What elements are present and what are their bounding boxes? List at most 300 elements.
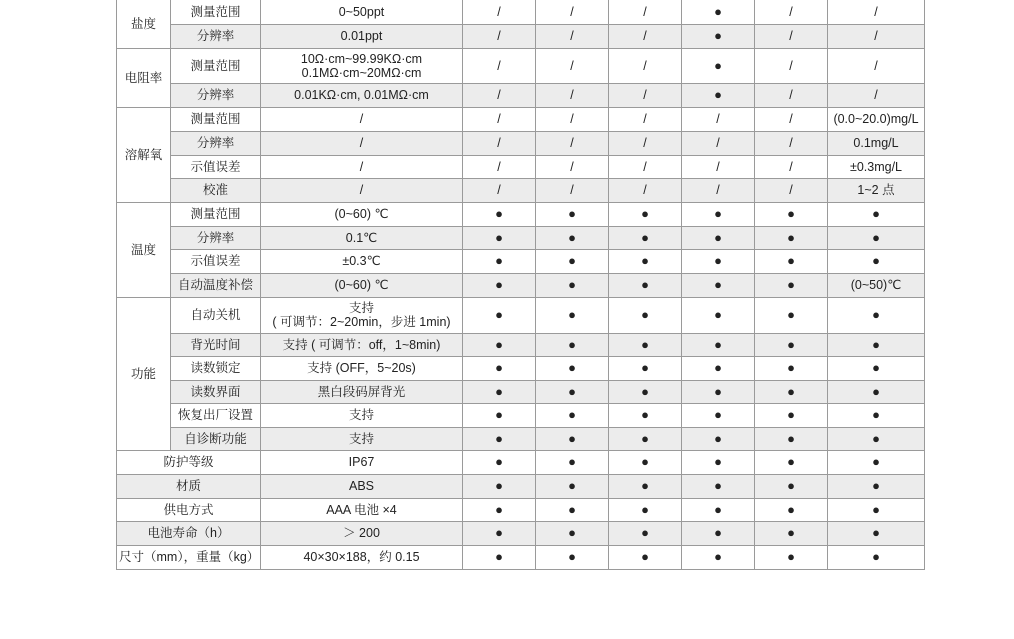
spec-value: (0~60) ℃: [334, 207, 389, 221]
model-4-cell: [682, 380, 755, 403]
model-1-cell: [463, 403, 536, 427]
parameter-label: 防护等级: [163, 455, 214, 469]
category-cell: [117, 107, 171, 202]
parameter-label: 自诊断功能: [184, 431, 247, 446]
spec-value-cell: [261, 521, 463, 545]
model-value: /: [570, 159, 574, 174]
spec-value: 0.01KΩ·cm, 0.01MΩ·cm: [294, 88, 429, 102]
model-5-cell: [755, 83, 828, 107]
supported-dot: ●: [872, 307, 880, 322]
model-value: /: [570, 58, 574, 73]
spec-value-cell: [261, 356, 463, 380]
spec-value-cell: [261, 380, 463, 403]
model-3-cell: [609, 155, 682, 178]
model-1-cell: [463, 48, 536, 83]
table-row: [117, 107, 925, 131]
supported-dot: ●: [641, 229, 649, 245]
spec-value: AAA 电池 ×4: [326, 502, 397, 517]
table-row: [117, 273, 925, 297]
supported-dot: ●: [568, 549, 576, 564]
model-1-cell: [463, 450, 536, 474]
supported-dot: ●: [872, 454, 880, 469]
model-2-cell: [536, 297, 609, 333]
supported-dot: ●: [714, 407, 722, 422]
model-2-cell: [536, 48, 609, 83]
model-6-cell: [828, 48, 925, 83]
model-value: /: [789, 159, 793, 174]
supported-dot: ●: [787, 501, 795, 517]
supported-dot: ●: [787, 206, 795, 221]
supported-dot: ●: [714, 253, 722, 268]
table-row: [117, 202, 925, 226]
model-4-cell: [682, 427, 755, 450]
model-6-cell: [828, 498, 925, 521]
model-2-cell: [536, 380, 609, 403]
model-5-cell: [755, 545, 828, 569]
spec-value-cell: [261, 131, 463, 155]
model-3-cell: [609, 427, 682, 450]
model-5-cell: [755, 202, 828, 226]
model-5-cell: [755, 24, 828, 48]
model-4-cell: [682, 333, 755, 356]
supported-dot: ●: [714, 525, 722, 540]
supported-dot: ●: [641, 407, 649, 422]
model-3-cell: [609, 356, 682, 380]
model-value: /: [643, 112, 647, 126]
parameter-label: 尺寸（mm），重量（kg）: [119, 550, 260, 564]
model-5-cell: [755, 131, 828, 155]
model-value: /: [570, 136, 574, 150]
model-value: 1~2 点: [857, 183, 895, 197]
table-row: [117, 155, 925, 178]
model-2-cell: [536, 83, 609, 107]
model-4-cell: [682, 0, 755, 24]
model-value: /: [497, 183, 501, 197]
model-1-cell: [463, 249, 536, 273]
model-6-cell: [828, 403, 925, 427]
spec-value-cell: [261, 450, 463, 474]
model-3-cell: [609, 273, 682, 297]
supported-dot: ●: [714, 87, 722, 102]
supported-dot: ●: [872, 478, 880, 493]
table-row: [117, 297, 925, 333]
supported-dot: ●: [495, 383, 503, 399]
model-value: /: [789, 4, 793, 19]
supported-dot: ●: [787, 407, 795, 422]
parameter-cell: [171, 333, 261, 356]
model-3-cell: [609, 83, 682, 107]
model-3-cell: [609, 249, 682, 273]
supported-dot: ●: [872, 360, 880, 375]
model-5-cell: [755, 427, 828, 450]
table-row: [117, 427, 925, 450]
model-value: (0~50)℃: [850, 278, 902, 292]
supported-dot: ●: [872, 430, 880, 446]
spec-value: 0.01ppt: [340, 29, 383, 43]
model-2-cell: [536, 107, 609, 131]
model-5-cell: [755, 521, 828, 545]
category-label: 功能: [130, 366, 156, 381]
model-value: /: [716, 183, 720, 197]
parameter-cell: [171, 226, 261, 249]
model-4-cell: [682, 249, 755, 273]
model-6-cell: [828, 380, 925, 403]
model-5-cell: [755, 403, 828, 427]
model-5-cell: [755, 297, 828, 333]
spec-value: 0~50ppt: [338, 4, 385, 19]
model-5-cell: [755, 498, 828, 521]
supported-dot: ●: [714, 206, 722, 221]
model-1-cell: [463, 498, 536, 521]
supported-dot: ●: [495, 549, 503, 564]
spec-value: 40×30×188，约 0.15: [303, 550, 420, 564]
model-1-cell: [463, 545, 536, 569]
spec-value-cell: [261, 297, 463, 333]
supported-dot: ●: [641, 430, 649, 446]
model-5-cell: [755, 249, 828, 273]
model-value: /: [570, 112, 574, 126]
model-5-cell: [755, 226, 828, 249]
parameter-cell: [171, 273, 261, 297]
model-2-cell: [536, 178, 609, 202]
supported-dot: ●: [787, 478, 795, 493]
model-6-cell: [828, 249, 925, 273]
supported-dot: ●: [568, 478, 576, 493]
supported-dot: ●: [787, 383, 795, 399]
model-4-cell: [682, 474, 755, 498]
model-2-cell: [536, 24, 609, 48]
spec-value: 0.1MΩ·cm~20MΩ·cm: [301, 65, 422, 80]
supported-dot: ●: [568, 253, 576, 268]
supported-dot: ●: [641, 383, 649, 399]
model-2-cell: [536, 202, 609, 226]
parameter-label: 测量范围: [190, 112, 241, 126]
model-1-cell: [463, 131, 536, 155]
category-cell: [117, 48, 171, 107]
model-6-cell: [828, 131, 925, 155]
table-row: [117, 131, 925, 155]
model-value: /: [497, 58, 501, 73]
table-row: [117, 403, 925, 427]
supported-dot: ●: [568, 360, 576, 375]
spec-value-cell: [261, 155, 463, 178]
model-5-cell: [755, 178, 828, 202]
model-value: (0.0~20.0)mg/L: [833, 112, 919, 126]
supported-dot: ●: [495, 229, 503, 245]
supported-dot: ●: [714, 501, 722, 517]
parameter-cell: [171, 297, 261, 333]
model-value: /: [716, 136, 720, 150]
spec-value-cell: [261, 427, 463, 450]
spec-value: 支持: [348, 408, 374, 422]
model-6-cell: [828, 333, 925, 356]
model-6-cell: [828, 202, 925, 226]
model-6-cell: [828, 273, 925, 297]
supported-dot: ●: [495, 253, 503, 268]
model-2-cell: [536, 155, 609, 178]
table-row: [117, 83, 925, 107]
spec-value: 支持: [348, 431, 374, 446]
model-5-cell: [755, 0, 828, 24]
spec-value-cell: [261, 178, 463, 202]
model-1-cell: [463, 380, 536, 403]
model-1-cell: [463, 356, 536, 380]
supported-dot: ●: [714, 307, 722, 322]
category-cell: [117, 297, 171, 450]
supported-dot: ●: [872, 253, 880, 268]
model-2-cell: [536, 356, 609, 380]
table-row: [117, 0, 925, 24]
model-value: /: [874, 4, 878, 19]
supported-dot: ●: [872, 501, 880, 517]
model-2-cell: [536, 474, 609, 498]
model-2-cell: [536, 545, 609, 569]
supported-dot: ●: [714, 57, 722, 73]
model-value: /: [643, 4, 647, 19]
model-5-cell: [755, 333, 828, 356]
model-value: /: [570, 88, 574, 102]
parameter-cell: [171, 403, 261, 427]
supported-dot: ●: [495, 307, 503, 322]
model-3-cell: [609, 450, 682, 474]
model-value: /: [643, 58, 647, 73]
model-1-cell: [463, 427, 536, 450]
supported-dot: ●: [641, 336, 649, 352]
spec-value-cell: [261, 83, 463, 107]
supported-dot: ●: [714, 277, 722, 292]
parameter-cell: [117, 521, 261, 545]
parameter-label: 测量范围: [190, 58, 241, 73]
model-value: /: [789, 112, 793, 126]
supported-dot: ●: [641, 549, 649, 564]
supported-dot: ●: [568, 206, 576, 221]
parameter-cell: [171, 178, 261, 202]
parameter-cell: [171, 202, 261, 226]
supported-dot: ●: [568, 454, 576, 469]
supported-dot: ●: [872, 336, 880, 352]
supported-dot: ●: [495, 430, 503, 446]
spec-value: /: [359, 112, 364, 126]
model-4-cell: [682, 450, 755, 474]
table-row: [117, 333, 925, 356]
supported-dot: ●: [787, 430, 795, 446]
spec-value-cell: [261, 202, 463, 226]
model-value: /: [789, 58, 793, 73]
spec-value-cell: [261, 48, 463, 83]
spec-value: 黑白段码屏背光: [317, 384, 406, 399]
model-3-cell: [609, 545, 682, 569]
table-row: [117, 474, 925, 498]
spec-value-cell: [261, 0, 463, 24]
parameter-label: 分辨率: [196, 136, 235, 150]
model-2-cell: [536, 427, 609, 450]
supported-dot: ●: [787, 525, 795, 540]
model-4-cell: [682, 545, 755, 569]
spec-value-cell: [261, 249, 463, 273]
spec-value: 10Ω·cm~99.99KΩ·cm: [300, 51, 423, 66]
parameter-cell: [117, 474, 261, 498]
parameter-label: 材质: [175, 479, 201, 493]
model-1-cell: [463, 333, 536, 356]
supported-dot: ●: [495, 501, 503, 517]
supported-dot: ●: [568, 277, 576, 292]
model-value: /: [570, 4, 574, 19]
model-3-cell: [609, 202, 682, 226]
parameter-cell: [117, 545, 261, 569]
supported-dot: ●: [787, 307, 795, 322]
table-row: [117, 356, 925, 380]
supported-dot: ●: [787, 360, 795, 375]
model-5-cell: [755, 155, 828, 178]
model-3-cell: [609, 48, 682, 83]
model-6-cell: [828, 427, 925, 450]
model-5-cell: [755, 356, 828, 380]
supported-dot: ●: [787, 253, 795, 268]
supported-dot: ●: [568, 229, 576, 245]
supported-dot: ●: [641, 277, 649, 292]
model-value: /: [643, 159, 647, 174]
parameter-label: 读数锁定: [190, 361, 241, 375]
model-6-cell: [828, 0, 925, 24]
supported-dot: ●: [495, 478, 503, 493]
category-label: 温度: [130, 242, 156, 257]
model-3-cell: [609, 333, 682, 356]
model-3-cell: [609, 297, 682, 333]
supported-dot: ●: [714, 229, 722, 245]
parameter-cell: [117, 450, 261, 474]
supported-dot: ●: [641, 360, 649, 375]
category-cell: [117, 202, 171, 297]
model-5-cell: [755, 450, 828, 474]
model-value: /: [789, 183, 793, 197]
supported-dot: ●: [714, 478, 722, 493]
parameter-label: 电池寿命（h）: [147, 526, 230, 540]
table-row: [117, 498, 925, 521]
model-1-cell: [463, 107, 536, 131]
supported-dot: ●: [872, 229, 880, 245]
spec-value: ±0.3℃: [342, 254, 381, 268]
spec-value: ( 可调节：2~20min，步进 1min): [272, 315, 451, 329]
supported-dot: ●: [495, 360, 503, 375]
model-6-cell: [828, 107, 925, 131]
model-4-cell: [682, 155, 755, 178]
model-3-cell: [609, 178, 682, 202]
category-label: 盐度: [130, 16, 156, 31]
model-value: /: [874, 58, 878, 73]
parameter-cell: [171, 48, 261, 83]
parameter-label: 供电方式: [163, 502, 214, 517]
spec-value-cell: [261, 226, 463, 249]
supported-dot: ●: [714, 383, 722, 399]
supported-dot: ●: [787, 336, 795, 352]
parameter-label: 读数界面: [190, 384, 241, 399]
model-2-cell: [536, 0, 609, 24]
model-1-cell: [463, 83, 536, 107]
model-value: /: [497, 4, 501, 19]
parameter-cell: [117, 498, 261, 521]
model-value: /: [643, 29, 647, 43]
model-1-cell: [463, 155, 536, 178]
model-3-cell: [609, 24, 682, 48]
table-row: [117, 178, 925, 202]
supported-dot: ●: [568, 307, 576, 322]
supported-dot: ●: [714, 28, 722, 43]
spec-value: 支持 (OFF，5~20s): [307, 361, 416, 375]
supported-dot: ●: [495, 277, 503, 292]
parameter-cell: [171, 83, 261, 107]
supported-dot: ●: [495, 454, 503, 469]
model-3-cell: [609, 226, 682, 249]
model-value: /: [716, 159, 720, 174]
spec-value-cell: [261, 498, 463, 521]
spec-value: /: [359, 136, 364, 150]
supported-dot: ●: [872, 383, 880, 399]
model-1-cell: [463, 521, 536, 545]
supported-dot: ●: [568, 501, 576, 517]
supported-dot: ●: [714, 549, 722, 564]
model-3-cell: [609, 474, 682, 498]
supported-dot: ●: [641, 501, 649, 517]
supported-dot: ●: [641, 253, 649, 268]
supported-dot: ●: [568, 407, 576, 422]
model-value: /: [789, 136, 793, 150]
model-3-cell: [609, 131, 682, 155]
model-1-cell: [463, 0, 536, 24]
model-4-cell: [682, 226, 755, 249]
model-4-cell: [682, 107, 755, 131]
model-2-cell: [536, 273, 609, 297]
parameter-label: 校准: [202, 183, 228, 197]
model-value: /: [570, 29, 574, 43]
supported-dot: ●: [872, 206, 880, 221]
model-value: /: [497, 88, 501, 102]
parameter-cell: [171, 24, 261, 48]
spec-value: ABS: [348, 479, 374, 493]
model-1-cell: [463, 474, 536, 498]
supported-dot: ●: [495, 206, 503, 221]
parameter-label: 示值误差: [190, 254, 241, 268]
model-2-cell: [536, 333, 609, 356]
supported-dot: ●: [714, 430, 722, 446]
spec-value-cell: [261, 333, 463, 356]
parameter-cell: [171, 107, 261, 131]
table-row: [117, 545, 925, 569]
parameter-label: 测量范围: [190, 4, 241, 19]
supported-dot: ●: [495, 407, 503, 422]
supported-dot: ●: [568, 525, 576, 540]
model-5-cell: [755, 107, 828, 131]
table-row: [117, 48, 925, 83]
parameter-label: 自动关机: [190, 308, 241, 322]
model-4-cell: [682, 131, 755, 155]
model-5-cell: [755, 474, 828, 498]
model-3-cell: [609, 403, 682, 427]
model-3-cell: [609, 107, 682, 131]
model-value: /: [874, 88, 878, 102]
model-4-cell: [682, 356, 755, 380]
supported-dot: ●: [714, 360, 722, 375]
parameter-label: 分辨率: [196, 230, 235, 245]
spec-value-cell: [261, 107, 463, 131]
model-4-cell: [682, 24, 755, 48]
model-2-cell: [536, 226, 609, 249]
spec-value: /: [359, 159, 364, 174]
parameter-label: 示值误差: [190, 159, 241, 174]
table-row: [117, 24, 925, 48]
supported-dot: ●: [787, 454, 795, 469]
supported-dot: ●: [714, 336, 722, 352]
spec-value-cell: [261, 474, 463, 498]
